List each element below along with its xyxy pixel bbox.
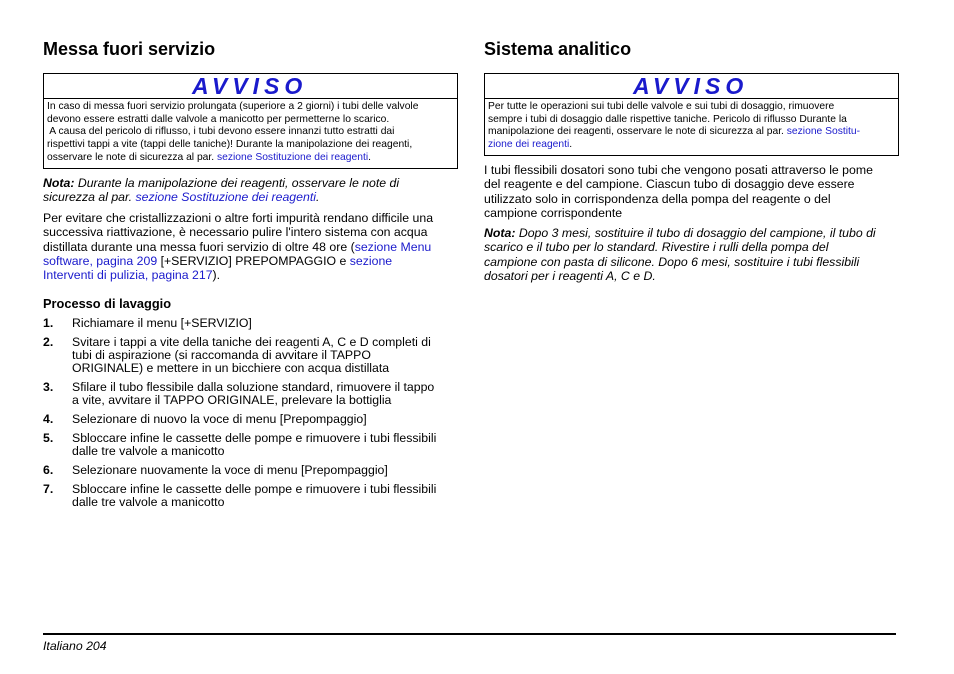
notice-text: manipolazione dei reagenti, osservare le note di sicurezza al par. (488, 126, 787, 138)
step-text (72, 336, 472, 375)
note-text-end: . (315, 190, 320, 205)
step-text (72, 464, 472, 477)
step-number: 1. (43, 316, 54, 330)
note-paragraph (484, 226, 904, 283)
step-number: 7. (43, 482, 54, 496)
notice-body (44, 99, 457, 168)
step-line: dalle tre valvole a manicotto (72, 495, 225, 509)
notice-line: A causa del pericolo di riflusso, i tubi devono essere innanzi tutto estratti dai (47, 126, 395, 138)
paragraph-line: successiva riattivazione, è necessario pulire l'intero sistema con acqua (43, 225, 428, 240)
step-number: 5. (43, 431, 54, 445)
link-interventi-pulizia-217[interactable]: Interventi di pulizia, pagina 217 (43, 268, 213, 283)
link-sostituzione-reagenti[interactable]: sezione Sostituzione dei reagenti (216, 151, 369, 163)
notice-body (485, 99, 898, 155)
paragraph-text-end: ). (212, 268, 221, 283)
link-sostituzione-reagenti-right-cont[interactable]: zione dei reagenti (488, 139, 570, 151)
step-line: ORIGINALE) e mettere in un bicchiere con acqua distillata (72, 361, 390, 375)
note-line (43, 190, 463, 204)
step-line: Sbloccare infine le cassette delle pompe e rimuovere i tubi flessibili (72, 482, 437, 496)
step-text (72, 483, 472, 509)
paragraph-line: del reagente e del campione. Ciascun tubo di dosaggio deve essere (484, 177, 855, 192)
note-text: Durante la manipolazione dei reagenti, osservare le note di (74, 176, 400, 190)
notice-line: sempre i tubi di dosaggio dalle rispettive taniche. Pericolo di riflusso Durante la (488, 113, 847, 125)
note-label: Nota: (484, 226, 516, 240)
step-line: Selezionare di nuovo la voce di menu [Prepompaggio] (72, 412, 367, 426)
notice-text: osservare le note di sicurezza al par. (47, 151, 217, 163)
link-sostituzione-reagenti-note[interactable]: sezione Sostituzione dei reagenti (135, 190, 316, 205)
step-text (72, 432, 472, 458)
note-line: scarico e il tubo per lo standard. Rivestire i rulli della pompa del (484, 240, 829, 255)
paragraph-line: campione corrispondente (484, 205, 623, 220)
paragraph-line: Per evitare che cristallizzazioni o altre forti impurità rendano difficile una (43, 211, 434, 225)
step-line: Sbloccare infine le cassette delle pompe e rimuovere i tubi flessibili (72, 431, 437, 445)
note-line (43, 176, 463, 190)
note-line (484, 226, 904, 240)
step-number: 6. (43, 463, 54, 477)
subheading-processo-lavaggio: Processo di lavaggio (43, 296, 172, 311)
link-software-pagina-209[interactable]: software, pagina 209 (43, 253, 158, 268)
note-text: Dopo 3 mesi, sostituire il tubo di dosaggio del campione, il tubo di (515, 226, 876, 240)
step-number: 2. (43, 335, 54, 349)
notice-line: In caso di messa fuori servizio prolungata (superiore a 2 giorni) i tubi delle valvole (47, 101, 419, 112)
note-line: campione con pasta di silicone. Dopo 6 mesi, sostituire i tubi flessibili (484, 254, 860, 269)
paragraph-line (43, 254, 463, 268)
note-line: dosatori per i reagenti A, C e D. (484, 268, 656, 283)
step-line: a vite, avvitare il TAPPO ORIGINALE, prelevare la bottiglia (72, 393, 392, 407)
notice-line: rispettivi tappi a vite (tappi delle taniche)! Durante la manipolazione dei reagenti, (47, 139, 413, 151)
link-sezione[interactable]: sezione (349, 253, 393, 268)
notice-text-end: . (368, 151, 371, 163)
step-line: Sfilare il tubo flessibile dalla soluzione standard, rimuovere il tappo (72, 380, 435, 394)
paragraph-line (43, 240, 463, 254)
notice-line (488, 139, 895, 152)
step-text (72, 381, 472, 407)
body-paragraph (43, 211, 463, 282)
notice-box (43, 73, 458, 169)
step-line: tubi di aspirazione (si raccomanda di avvitare il TAPPO (72, 348, 371, 362)
note-paragraph (43, 176, 463, 205)
link-sostituzione-reagenti-right[interactable]: sezione Sostitu- (786, 126, 861, 138)
notice-box (484, 73, 899, 156)
step-text (72, 413, 472, 426)
paragraph-text: distillata durante una messa fuori servizio di oltre 48 ore ( (43, 239, 355, 254)
section-heading-messa-fuori-servizio: Messa fuori servizio (43, 39, 216, 59)
step-line: dalle tre valvole a manicotto (72, 444, 225, 458)
paragraph-line: utilizzato solo in corrispondenza della pompa del reagente o del (484, 191, 831, 206)
note-text: sicurezza al par. (43, 190, 136, 205)
footer-page-label: Italiano 204 (43, 639, 107, 653)
notice-line: devono essere estratti dalle valvole a manicotto per permetterne lo scarico. (47, 113, 390, 125)
notice-text-end: . (569, 139, 573, 151)
step-text (72, 317, 472, 330)
notice-line (488, 126, 895, 139)
step-number: 4. (43, 412, 54, 426)
notice-line: Per tutte le operazioni sui tubi delle valvole e sui tubi di dosaggio, rimuovere (488, 101, 835, 112)
paragraph-line (43, 268, 463, 282)
section-heading-sistema-analitico: Sistema analitico (484, 39, 632, 59)
notice-line (47, 152, 454, 165)
step-line: Selezionare nuovamente la voce di menu [Prepompaggio] (72, 463, 388, 477)
notice-title: AVVISO (485, 74, 898, 99)
footer-divider (43, 633, 896, 635)
body-paragraph (484, 163, 904, 220)
notice-title: AVVISO (44, 74, 457, 99)
paragraph-line: I tubi flessibili dosatori sono tubi che vengono posati attraverso le pome (484, 163, 873, 177)
link-sezione-menu[interactable]: sezione Menu (354, 239, 432, 254)
paragraph-text: [+SERVIZIO] PREPOMPAGGIO e (157, 253, 350, 268)
note-label: Nota: (43, 176, 75, 190)
step-line: Svitare i tappi a vite della taniche dei reagenti A, C e D completi di (72, 335, 431, 349)
step-number: 3. (43, 380, 54, 394)
step-line: Richiamare il menu [+SERVIZIO] (72, 316, 252, 330)
